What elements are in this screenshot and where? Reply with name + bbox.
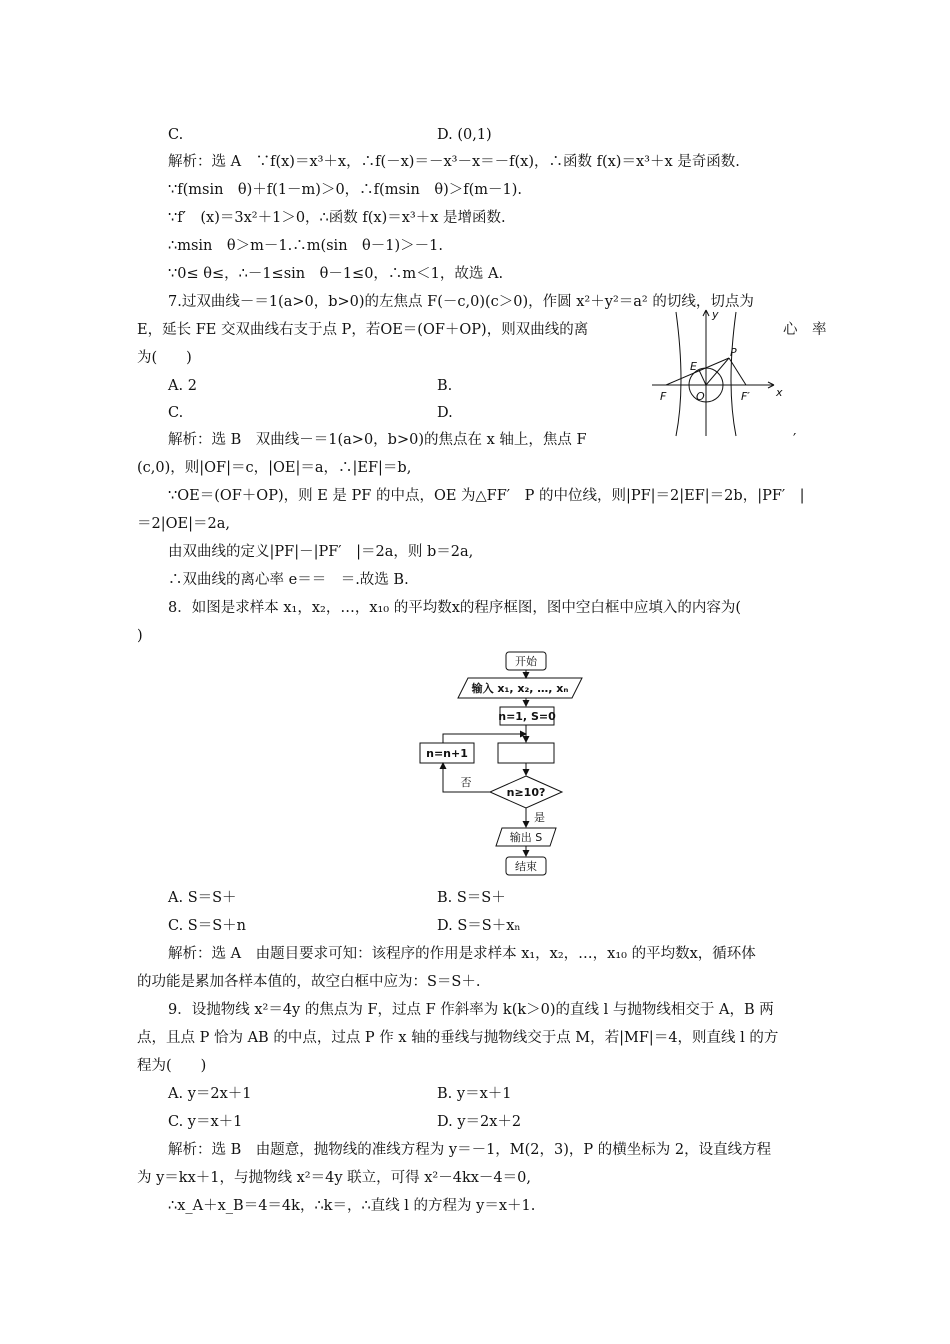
input-label: 输入 x₁, x₂, …, xₙ <box>471 682 569 695</box>
q7-stem-line-3: 为( ) <box>137 350 192 366</box>
segment-oe <box>699 370 706 385</box>
q7-solution-line-1-end: ′ <box>793 432 797 448</box>
q7-solution-line-2: (c,0)，则|OF|＝c，|OE|＝a，∴|EF|＝b, <box>137 460 412 476</box>
output-label: 输出 S <box>509 831 543 844</box>
q7-stem-line-1: 7.过双曲线－＝1(a>0，b>0)的左焦点 F(－c,0)(c＞0)，作圆 x²＋y²＝a² 的切线，切点为 <box>168 294 754 310</box>
increment-label: n=n+1 <box>426 747 468 760</box>
label-f: F <box>660 390 667 403</box>
q9-option-d: D. y＝2x＋2 <box>437 1114 522 1130</box>
q7-stem-line-2-end: 心 率 <box>783 322 827 338</box>
no-label: 否 <box>460 776 472 789</box>
label-f-prime: F′ <box>741 390 750 403</box>
q8-solution-line-1: 解析：选 A 由题目要求可知：该程序的作用是求样本 x₁，x₂，…，x₁₀ 的平均数x，循环体 <box>168 946 756 962</box>
q8-option-b: B. S＝S＋ <box>437 890 506 906</box>
q9-solution-line-1: 解析：选 B 由题意，抛物线的准线方程为 y＝－1，M(2，3)，P 的横坐标为 2，设直线方程 <box>168 1142 772 1158</box>
q9-stem-line-1: 9．设抛物线 x²＝4y 的焦点为 F，过点 F 作斜率为 k(k＞0)的直线 l 与抛物线相交于 A，B 两 <box>168 1002 774 1018</box>
hyperbola-figure <box>648 304 786 442</box>
q7-option-c: C. <box>168 405 184 421</box>
flowchart <box>410 646 610 881</box>
label-o: O <box>696 390 705 403</box>
q7-solution-line-6: ∴双曲线的离心率 e＝＝ ＝.故选 B. <box>168 572 409 588</box>
q9-solution-line-3: ∴x_A＋x_B＝4＝4k，∴k＝，∴直线 l 的方程为 y＝x＋1. <box>168 1198 536 1214</box>
q7-stem-line-2: E，延长 FE 交双曲线右支于点 P，若OE＝(OF＋OP)，则双曲线的离 <box>137 322 589 338</box>
end-label: 结束 <box>515 860 537 873</box>
q9-solution-line-2: 为 y＝kx＋1，与抛物线 x²＝4y 联立，可得 x²－4kx－4＝0, <box>137 1170 531 1186</box>
label-x: x <box>776 386 783 399</box>
q6-solution-line-3: ∵f′ (x)＝3x²＋1＞0，∴函数 f(x)＝x³＋x 是增函数. <box>168 210 506 226</box>
q7-solution-line-5: 由双曲线的定义|PF|－|PF′ |＝2a，则 b＝2a, <box>168 544 474 560</box>
q9-option-b: B. y＝x＋1 <box>437 1086 512 1102</box>
q7-option-b: B. <box>437 378 453 394</box>
q7-option-d: D. <box>437 405 453 421</box>
q8-solution-line-2: 的功能是累加各样本值的，故空白框中应为：S＝S＋. <box>137 974 481 990</box>
q7-solution-line-1: 解析：选 B 双曲线－＝1(a>0，b>0)的焦点在 x 轴上，焦点 F <box>168 432 587 448</box>
q8-stem-line-2: ) <box>137 628 143 644</box>
q7-solution-line-4: ＝2|OE|＝2a, <box>137 516 230 532</box>
q9-stem-line-2: 点，且点 P 恰为 AB 的中点，过点 P 作 x 轴的垂线与抛物线交于点 M，若|MF|＝4，则直线 l 的方 <box>137 1030 779 1046</box>
q7-solution-line-3: ∵OE＝(OF＋OP)，则 E 是 PF 的中点，OE 为△FF′ P 的中位线，则|PF|＝2|EF|＝2b，|PF′ | <box>168 488 805 504</box>
label-y: y <box>712 308 719 321</box>
q6-option-d: D. (0,1) <box>437 127 492 143</box>
q6-option-c: C. <box>168 127 184 143</box>
init-label: n=1, S=0 <box>498 710 556 723</box>
yes-label: 是 <box>534 811 545 824</box>
q8-stem-line-1: 8．如图是求样本 x₁，x₂，…，x₁₀ 的平均数x的程序框图，图中空白框中应填入的内容为( <box>168 600 742 616</box>
q8-option-c: C. S＝S＋n <box>168 918 247 934</box>
q9-stem-line-3: 程为( ) <box>137 1058 207 1074</box>
q6-solution-line-4: ∴msin θ＞m－1.∴m(sin θ－1)＞－1. <box>168 238 443 254</box>
segment-op <box>706 358 729 385</box>
hyperbola-left-branch <box>676 312 681 436</box>
hyperbola-right-branch <box>731 312 736 436</box>
q7-option-a: A. 2 <box>168 378 197 394</box>
q6-solution-line-1: 解析：选 A ∵f(x)＝x³＋x，∴f(－x)＝－x³－x＝－f(x)，∴函数 f(x)＝x³＋x 是奇函数. <box>168 154 740 170</box>
q9-option-a: A. y＝2x＋1 <box>168 1086 252 1102</box>
q6-solution-line-2: ∵f(msin θ)＋f(1－m)＞0，∴f(msin θ)＞f(m－1). <box>168 182 523 198</box>
start-label: 开始 <box>515 655 537 668</box>
label-e: E <box>690 360 697 373</box>
condition-label: n≥10? <box>506 786 546 799</box>
q8-option-a: A. S＝S＋ <box>168 890 237 906</box>
blank-box <box>498 743 554 763</box>
tangent-line-fp <box>666 358 729 385</box>
q8-option-d: D. S＝S＋xₙ <box>437 918 521 934</box>
q9-option-c: C. y＝x＋1 <box>168 1114 243 1130</box>
q6-solution-line-5: ∵0≤ θ≤，∴－1≤sin θ－1≤0，∴m＜1，故选 A. <box>168 266 504 282</box>
label-p: P <box>730 346 737 359</box>
